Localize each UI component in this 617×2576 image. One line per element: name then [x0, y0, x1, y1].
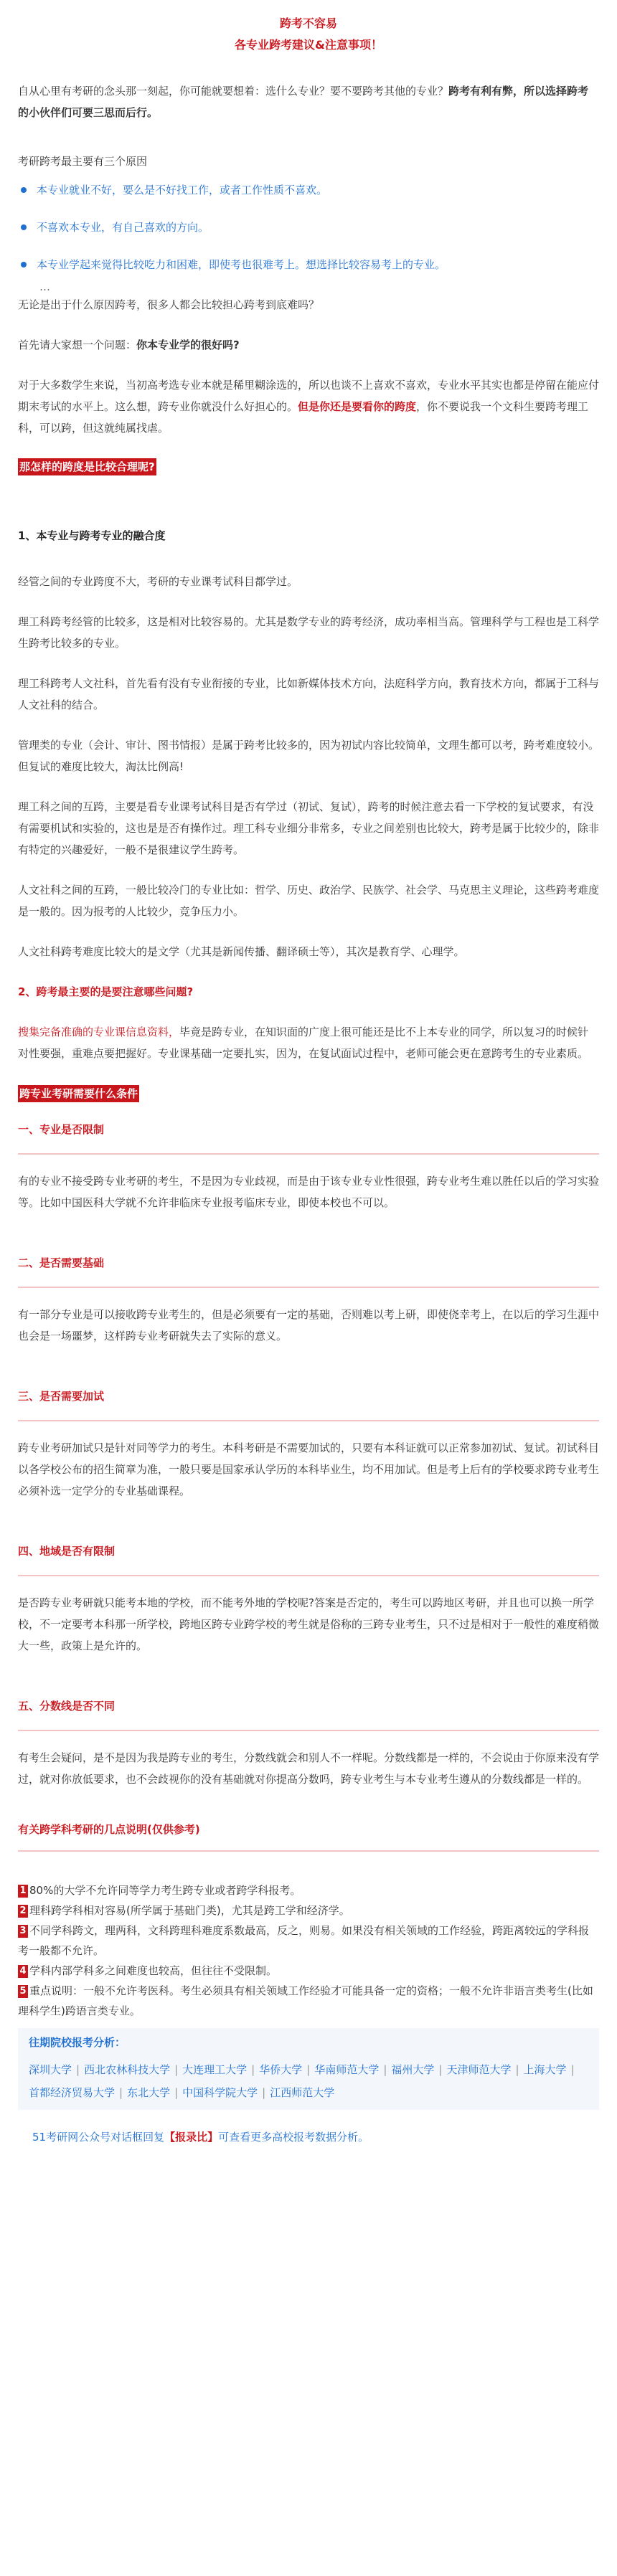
school-link[interactable]: 深圳大学 — [29, 2063, 72, 2076]
divider — [18, 1153, 599, 1155]
list-item: 1 80%的大学不允许同等学力考生跨专业或者跨学科报考。 — [18, 1880, 599, 1900]
school-link[interactable]: 东北大学 — [127, 2086, 171, 2099]
condition-3 — [18, 1386, 599, 1502]
list-item: 本专业学起来觉得比较吃力和困难，即使考也很难考上。想选择比较容易考上的专业。 — [18, 254, 599, 275]
section1-heading: 1、本专业与跨考专业的融合度 — [18, 529, 166, 542]
section1-p5: 理工科之间的互跨，主要是看专业课考试科目是否有学过（初试、复试），跨考的时候注意去看一下学校的复试要求，有没有需要机试和实验的，这也是是否有操作过。理工科专业细分非常多，专业之间差别也比较大，跨考是属于比较少的，除非有特定的兴趣爱好，一般不是很建议学生跨考。 — [18, 800, 600, 856]
condition-text: 是否跨专业考研就只能考本地的学校，而不能考外地的学校呢?答案是否定的，考生可以跨地区考研，并且也可以换一所学校，不一定要考本科那一所学校，跨地区跨专业跨学校的考生就是俗称的三跨专业考生，只不过是相对于一般性的难度稍微大一些，政策上是允许的。 — [18, 1596, 600, 1652]
school-link[interactable]: 福州大学 — [391, 2063, 435, 2076]
school-link[interactable]: 西北农林科技大学 — [84, 2063, 171, 2076]
number-badge: 2 — [18, 1905, 28, 1918]
condition-heading: 五、分数线是否不同 — [18, 1700, 116, 1713]
notes-heading: 有关跨学科考研的几点说明(仅供参考) — [18, 1823, 200, 1836]
span-tag-row — [18, 456, 599, 478]
page-subtitle: 各专业跨考建议&注意事项！ — [235, 38, 382, 52]
majority-paragraph: 对于大多数学生来说，当初高考选专业本就是稀里糊涂选的，所以也谈不上喜欢不喜欢，专业水平其实也都是停留在能应付期末考试的水平上。这么想，跨专业你就没什么好担心的。但是你还是要看你的跨度，你不要说我一个文科生要跨考理工科，可以跨，但这就纯属找虐。 — [18, 379, 600, 435]
school-link[interactable]: 上海大学 — [523, 2063, 567, 2076]
list-item: 2 理科跨学科相对容易(所学属于基础门类)，尤其是跨工学和经济学。 — [18, 1900, 599, 1921]
condition-heading: 一、专业是否限制 — [18, 1123, 105, 1136]
number-badge: 5 — [18, 1985, 28, 1998]
reasons-after: 无论是出于什么原因跨考，很多人都会比较担心跨考到底难吗？ — [18, 298, 320, 311]
condition-heading: 四、地域是否有限制 — [18, 1545, 116, 1558]
condition-heading: 二、是否需要基础 — [18, 1256, 105, 1269]
school-link[interactable]: 首都经济贸易大学 — [29, 2086, 116, 2099]
condition-text: 有考生会疑问，是不是因为我是跨专业的考生，分数线就会和别人不一样呢。分数线都是一样的，不会说由于你原来没有学过，就对你放低要求，也不会歧视你的没有基础就对你提高分数吗，跨专业考生与本专业考生遵从的分数线都是一样的。 — [18, 1751, 600, 1786]
condition-heading: 三、是否需要加试 — [18, 1390, 105, 1403]
intro-bold: 跨考有利有弊，所以选择跨考的小伙伴们可要三思而后行。 — [18, 85, 589, 119]
condition-text: 跨专业考研加试只是针对同等学力的考生。本科考研是不需要加试的，只要有本科证就可以正常参加初试、复试。初试科目以各学校公布的招生简章为准，一般只要是国家承认学历的本科毕业生，均不用加试。但是考上后有的学校要求跨专业考生必须补选一定学分的专业基础课程。 — [18, 1441, 600, 1497]
condition-2 — [18, 1252, 599, 1347]
intro-text: 自从心里有考研的念头那一刻起，你可能就要想着：选什么专业？要不要跨考其他的专业？ — [18, 85, 449, 98]
list-item: 不喜欢本专业，有自己喜欢的方向。 — [18, 217, 599, 238]
divider — [18, 1730, 599, 1731]
conditions-tag-row — [18, 1083, 599, 1104]
school-link[interactable]: 中国科学院大学 — [182, 2086, 258, 2099]
list-item: 3 不同学科跨文，理两科，文科跨理科难度系数最高，反之，则易。如果没有相关领域的工作经验，跨距离较远的学科报考一般都不允许。 — [18, 1924, 590, 1957]
bullet-dot-icon — [21, 262, 27, 267]
intro-paragraph — [18, 80, 599, 123]
condition-text: 有一部分专业是可以接收跨专业考生的，但是必须要有一定的基础，否则难以考上研，即使侥幸考上，在以后的学习生涯中也会是一场噩梦，这样跨专业考研就失去了实际的意义。 — [18, 1308, 600, 1343]
section1-p2: 理工科跨考经管的比较多，这是相对比较容易的。尤其是数学专业的跨考经济，成功率相当高。管理科学与工程也是工科学生跨考比较多的专业。 — [18, 615, 600, 650]
list-item: 本专业就业不好，要么是不好找工作，或者工作性质不喜欢。 — [18, 179, 599, 201]
section1-p3: 理工科跨考人文社科，首先看有没有专业衔接的专业，比如新媒体技术方向，法庭科学方向，教育技术方向，都属于工科与人文社科的结合。 — [18, 677, 600, 711]
list-item: 4 学科内部学科多之间难度也较高，但往往不受限制。 — [18, 1961, 599, 1981]
past-analysis-box — [18, 2028, 599, 2110]
section2-paragraph: 搜集完备准确的专业课信息资料，毕竟是跨专业，在知识面的广度上很可能还是比不上本专业的同学，所以复习的时候针对性要强，重难点要把握好。专业课基础一定要扎实，因为，在复试面试过程中，老师可能会更在意跨考生的专业素质。 — [18, 1026, 589, 1060]
school-link[interactable]: 江西师范大学 — [270, 2086, 335, 2099]
divider — [18, 1420, 599, 1421]
page-title: 跨考不容易 — [279, 16, 337, 30]
notes-list — [18, 1880, 599, 2021]
number-badge: 4 — [18, 1965, 28, 1978]
bullet-dot-icon — [21, 224, 27, 230]
school-link[interactable]: 天津师范大学 — [446, 2063, 512, 2076]
footer-keyword: 【报录比】 — [164, 2131, 219, 2144]
condition-4 — [18, 1540, 599, 1657]
list-item: 5 重点说明：一般不允许考医科。考生必须具有相关领域工作经验才可能具备一定的资格；一般不允许非语言类考生(比如理科学生)跨语言类专业。 — [18, 1984, 593, 2017]
number-badge: 3 — [18, 1925, 28, 1938]
section1-p4: 管理类的专业（会计、审计、图书情报）是属于跨考比较多的，因为初试内容比较简单，文理生都可以考，跨考难度较小。但复试的难度比较大，淘汰比例高! — [18, 739, 600, 773]
past-analysis-heading: 往期院校报考分析： — [29, 2036, 126, 2049]
condition-1 — [18, 1119, 599, 1213]
notes-section — [18, 1819, 599, 2021]
question-paragraph: 首先请大家想一个问题：你本专业学的很好吗? — [18, 338, 240, 351]
divider — [18, 1850, 599, 1852]
divider — [18, 1287, 599, 1288]
number-badge: 1 — [18, 1885, 28, 1898]
conditions-tag: 跨专业考研需要什么条件 — [18, 1085, 139, 1102]
span-tag: 那怎样的跨度是比较合理呢? — [18, 458, 156, 475]
section1-p1: 经管之间的专业跨度不大，考研的专业课考试科目都学过。 — [18, 575, 298, 588]
bullet-dot-icon — [21, 187, 27, 193]
school-link[interactable]: 华侨大学 — [259, 2063, 303, 2076]
school-links: 深圳大学 | 西北农林科技大学 | 大连理工大学 | 华侨大学 | 华南师范大学 | 福州大学 | 天津师范大学 | 上海大学 |首都经济贸易大学 | 东北大学 | 中国科学院大学 | 江西师范大学 — [29, 2063, 575, 2099]
section1-p6: 人文社科之间的互跨，一般比较冷门的专业比如：哲学、历史、政治学、民族学、社会学、马克思主义理论，这些跨考难度是一般的。因为报考的人比较少，竞争压力小。 — [18, 884, 600, 918]
school-link[interactable]: 华南师范大学 — [314, 2063, 380, 2076]
condition-text: 有的专业不接受跨专业考研的考生，不是因为专业歧视，而是由于该专业专业性很强，跨专业考生难以胜任以后的学习实验等。比如中国医科大学就不允许非临床专业报考临床专业，即使本校也不可以。 — [18, 1175, 600, 1209]
condition-5 — [18, 1695, 599, 1790]
reasons-lead: 考研跨考最主要有三个原因 — [18, 155, 148, 168]
divider — [18, 1575, 599, 1576]
reasons-list — [18, 179, 599, 275]
school-link[interactable]: 大连理工大学 — [182, 2063, 248, 2076]
section1-p7: 人文社科跨考难度比较大的是文学（尤其是新闻传播、翻译硕士等），其次是教育学、心理学。 — [18, 945, 465, 958]
section2-heading: 2、跨考最主要的是要注意哪些问题? — [18, 985, 194, 998]
footer-note: 51考研网公众号对话框回复【报录比】可查看更多高校报考数据分析。 — [32, 2131, 369, 2144]
reasons-ellipsis: … — [39, 280, 50, 293]
